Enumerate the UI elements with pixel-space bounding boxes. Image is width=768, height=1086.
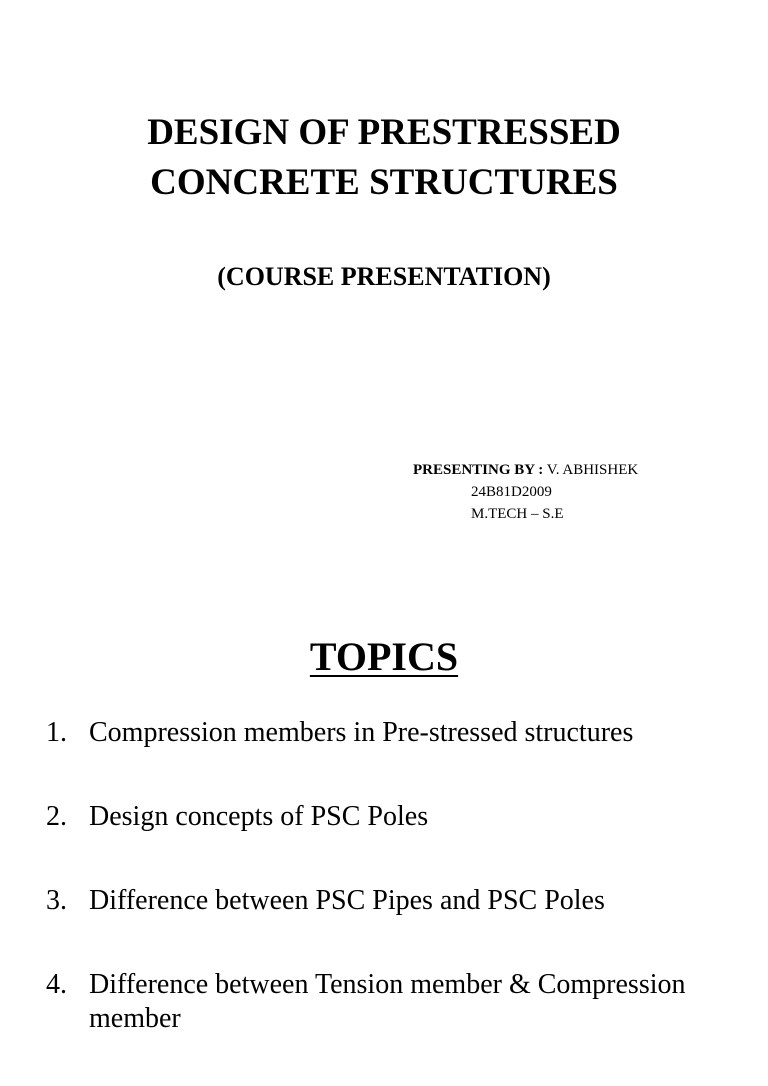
presenter-label: PRESENTING BY : (413, 462, 544, 478)
topic-item (0, 716, 768, 750)
topic-number: 2. (46, 801, 67, 832)
topic-text: Compression members in Pre-stressed structures (89, 717, 634, 748)
topic-item (0, 968, 768, 1036)
presenter-name: V. ABHISHEK (546, 462, 639, 478)
presenter-program: M.TECH – S.E (471, 506, 564, 522)
presenter-line (413, 459, 638, 481)
topics-heading: TOPICS (309, 634, 459, 679)
topic-item (0, 800, 768, 834)
topic-number: 3. (46, 885, 67, 916)
topic-number: 4. (46, 969, 67, 1000)
presenter-roll-number: 24B81D2009 (471, 484, 552, 500)
page-subtitle: (COURSE PRESENTATION) (217, 262, 551, 291)
presenter-block (413, 459, 638, 525)
page-title (0, 108, 768, 208)
topic-text: Design concepts of PSC Poles (89, 801, 429, 832)
topic-text: Difference between PSC Pipes and PSC Poles (89, 885, 605, 916)
topics-list (0, 716, 768, 1086)
title-line-2: CONCRETE STRUCTURES (150, 162, 618, 203)
topic-number: 1. (46, 717, 67, 748)
title-line-1: DESIGN OF PRESTRESSED (147, 112, 621, 153)
topic-text: Difference between Tension member & Compression member (89, 969, 686, 1034)
topic-item (0, 884, 768, 918)
